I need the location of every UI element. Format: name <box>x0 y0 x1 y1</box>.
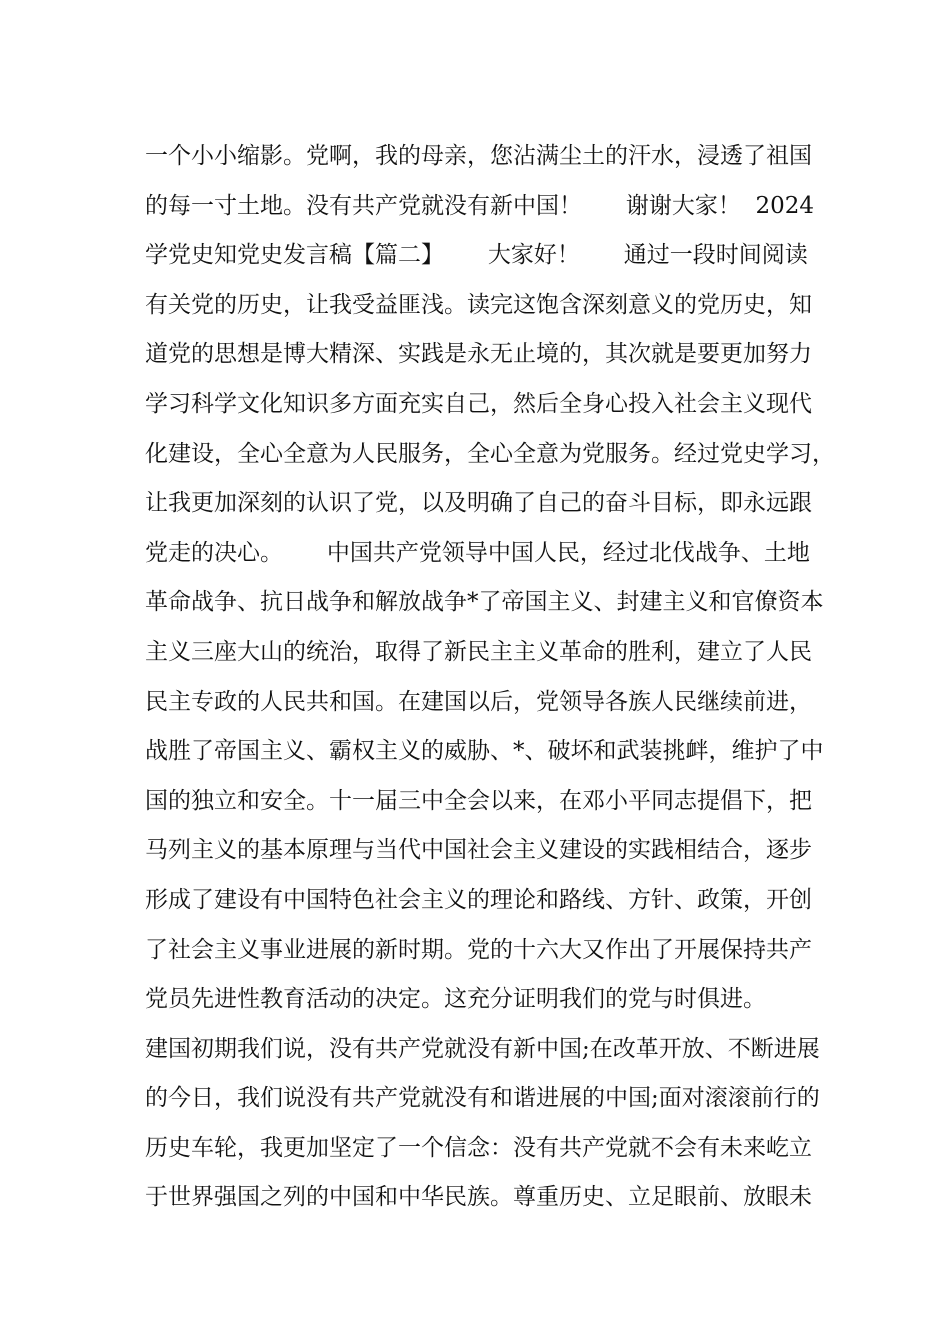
text-line-18: 党员先进性教育活动的决定。这充分证明我们的党与时俱进。 <box>145 986 766 1013</box>
text-line-13: 战胜了帝国主义、霸权主义的威胁、*、破坏和武装挑衅，维护了中 <box>145 738 824 765</box>
text-line-16: 形成了建设有中国特色社会主义的理论和路线、方针、政策，开创 <box>145 886 812 913</box>
text-line-19: 建国初期我们说，没有共产党就没有新中国;在改革开放、不断进展 <box>145 1035 820 1062</box>
text-line-7: 化建设，全心全意为人民服务，全心全意为党服务。经过党史学习， <box>145 440 835 467</box>
text-line-1: 一个小小缩影。党啊，我的母亲，您沾满尘土的汗水，浸透了祖国 <box>145 143 812 169</box>
text-line-17: 了社会主义事业进展的新时期。党的十六大又作出了开展保持共产 <box>145 936 812 963</box>
text-line-21: 历史车轮，我更加坚定了一个信念：没有共产党就不会有未来屹立 <box>145 1134 812 1161</box>
text-line-4: 有关党的历史，让我受益匪浅。读完这饱含深刻意义的党历史，知 <box>145 291 812 318</box>
text-line-12: 民主专政的人民共和国。在建国以后，党领导各族人民继续前进， <box>145 688 812 715</box>
text-line-15: 马列主义的基本原理与当代中国社会主义建设的实践相结合，逐步 <box>145 837 812 864</box>
text-line-20: 的今日，我们说没有共产党就没有和谐进展的中国;面对滚滚前行的 <box>145 1085 820 1112</box>
text-line-14: 国的独立和安全。十一届三中全会以来，在邓小平同志提倡下，把 <box>145 787 812 814</box>
text-line-8: 让我更加深刻的认识了党，以及明确了自己的奋斗目标，即永远跟 <box>145 490 812 517</box>
text-line-3: 学党史知党史发言稿【篇二】 大家好！ 通过一段时间阅读 <box>145 242 808 269</box>
text-line-5: 道党的思想是博大精深、实践是永无止境的，其次就是要更加努力 <box>145 341 812 368</box>
text-line-10: 革命战争、抗日战争和解放战争*了帝国主义、封建主义和官僚资本 <box>145 589 824 616</box>
body-text <box>145 132 835 1223</box>
text-line-22: 于世界强国之列的中国和中华民族。尊重历史、立足眼前、放眼未 <box>145 1184 812 1211</box>
text-line-9: 党走的决心。 中国共产党领导中国人民，经过北伐战争、土地 <box>145 539 810 566</box>
text-line-6: 学习科学文化知识多方面充实自己，然后全身心投入社会主义现代 <box>145 390 812 417</box>
text-line-2: 的每一寸土地。没有共产党就没有新中国！ 谢谢大家！ 2024 <box>145 192 815 219</box>
text-line-11: 主义三座大山的统治，取得了新民主主义革命的胜利，建立了人民 <box>145 638 812 665</box>
